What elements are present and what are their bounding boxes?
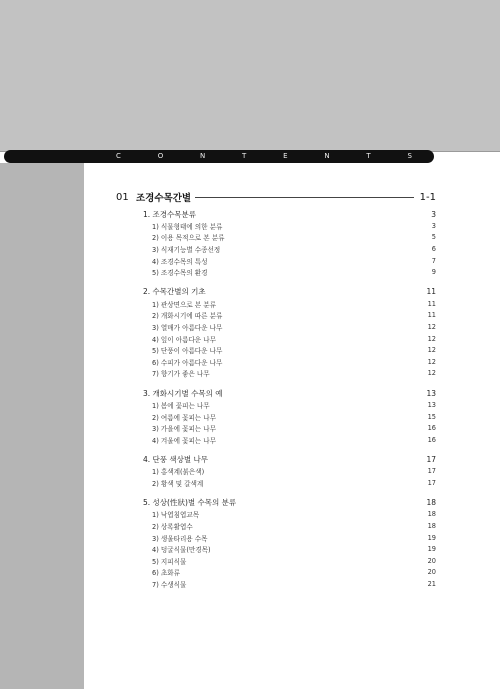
section-heading[interactable] bbox=[143, 454, 436, 466]
chapter-number: 01 bbox=[116, 191, 129, 203]
toc-item[interactable] bbox=[143, 411, 436, 423]
chapter-title: 조경수목간별 bbox=[136, 193, 192, 204]
section-heading[interactable] bbox=[143, 208, 436, 220]
chapter-page: 1-1 bbox=[419, 191, 436, 203]
toc-item[interactable] bbox=[143, 543, 436, 555]
item-title: 6) 수피가 아름다운 나무 bbox=[152, 358, 223, 367]
toc-section bbox=[143, 286, 436, 379]
item-page: 17 bbox=[427, 467, 436, 476]
item-title: 3) 열매가 아름다운 나무 bbox=[152, 323, 223, 332]
toc-item[interactable] bbox=[143, 578, 436, 590]
toc-item[interactable] bbox=[143, 298, 436, 310]
contents-banner bbox=[4, 150, 434, 163]
section-heading[interactable] bbox=[143, 387, 436, 399]
item-page: 20 bbox=[427, 568, 436, 577]
item-title: 2) 개화시기에 따른 분류 bbox=[152, 312, 223, 321]
toc-item[interactable] bbox=[143, 333, 436, 345]
toc-section bbox=[143, 208, 436, 278]
sections-list bbox=[116, 208, 436, 590]
item-page: 16 bbox=[427, 435, 436, 444]
table-of-contents bbox=[116, 190, 436, 590]
item-page: 19 bbox=[427, 533, 436, 542]
section-title: 2. 수목간별의 기초 bbox=[143, 287, 206, 297]
toc-item[interactable] bbox=[143, 555, 436, 567]
item-page: 3 bbox=[431, 221, 436, 230]
section-title: 5. 성상(性狀)별 수목의 분류 bbox=[143, 498, 237, 508]
item-page: 9 bbox=[431, 268, 436, 277]
contents-letter: O bbox=[157, 152, 164, 160]
item-page: 20 bbox=[427, 556, 436, 565]
section-page: 11 bbox=[426, 287, 436, 297]
toc-item[interactable] bbox=[143, 266, 436, 278]
item-title: 4) 조경수목의 특성 bbox=[152, 257, 208, 266]
item-page: 12 bbox=[427, 357, 436, 366]
item-title: 1) 봄에 꽃피는 나무 bbox=[152, 401, 210, 410]
toc-item[interactable] bbox=[143, 520, 436, 532]
toc-item[interactable] bbox=[143, 477, 436, 489]
item-page: 6 bbox=[431, 244, 436, 253]
toc-item[interactable] bbox=[143, 220, 436, 232]
item-title: 6) 초화류 bbox=[152, 569, 180, 578]
section-heading[interactable] bbox=[143, 497, 436, 509]
item-page: 18 bbox=[427, 510, 436, 519]
toc-item[interactable] bbox=[143, 466, 436, 478]
section-heading[interactable] bbox=[143, 286, 436, 298]
item-title: 5) 단풍이 아름다운 나무 bbox=[152, 347, 223, 356]
item-title: 1) 관상면으로 본 분류 bbox=[152, 300, 217, 309]
section-title: 3. 개화시기별 수목의 예 bbox=[143, 388, 223, 398]
chapter-heading bbox=[116, 190, 436, 204]
item-page: 21 bbox=[427, 580, 436, 589]
section-title: 4. 단풍 색상별 나무 bbox=[143, 455, 209, 464]
item-title: 5) 조경수목의 환경 bbox=[152, 269, 208, 278]
item-page: 11 bbox=[427, 299, 436, 308]
contents-letter: T bbox=[242, 152, 247, 160]
item-title: 2) 이용 목적으로 본 분류 bbox=[152, 234, 225, 243]
toc-item[interactable] bbox=[143, 567, 436, 579]
item-title: 1) 낙엽침엽교목 bbox=[152, 511, 200, 520]
item-title: 7) 수생식물 bbox=[152, 581, 187, 590]
item-title: 4) 잎이 아름다운 나무 bbox=[152, 335, 217, 344]
chapter-rule bbox=[195, 197, 414, 198]
item-title: 5) 지피식물 bbox=[152, 557, 187, 566]
item-title: 1) 식물형태에 의한 분류 bbox=[152, 222, 223, 231]
item-title: 3) 가을에 꽃피는 나무 bbox=[152, 425, 217, 434]
section-page: 3 bbox=[431, 209, 436, 219]
header-background bbox=[0, 0, 500, 152]
toc-item[interactable] bbox=[143, 434, 436, 446]
toc-item[interactable] bbox=[143, 532, 436, 544]
section-page: 18 bbox=[426, 498, 436, 508]
item-title: 4) 덩굴식물(만경목) bbox=[152, 546, 211, 555]
item-page: 12 bbox=[427, 334, 436, 343]
contents-letter: T bbox=[366, 152, 371, 160]
contents-letter: E bbox=[283, 152, 288, 160]
contents-letter: N bbox=[324, 152, 330, 160]
toc-item[interactable] bbox=[143, 509, 436, 521]
item-title: 2) 여름에 꽃피는 나무 bbox=[152, 413, 217, 422]
contents-letter: C bbox=[116, 152, 121, 160]
item-title: 1) 홍색계(붉은색) bbox=[152, 468, 205, 477]
item-title: 2) 상록활엽수 bbox=[152, 523, 193, 532]
toc-item[interactable] bbox=[143, 310, 436, 322]
toc-item[interactable] bbox=[143, 399, 436, 411]
item-title: 2) 황색 및 갈색계 bbox=[152, 479, 204, 488]
contents-letter: S bbox=[407, 152, 412, 160]
item-page: 7 bbox=[431, 256, 436, 265]
item-page: 19 bbox=[427, 545, 436, 554]
item-title: 7) 향기가 좋은 나무 bbox=[152, 370, 210, 379]
section-page: 13 bbox=[426, 388, 436, 398]
toc-item[interactable] bbox=[143, 368, 436, 380]
left-margin-strip bbox=[0, 163, 84, 689]
toc-item[interactable] bbox=[143, 232, 436, 244]
item-page: 5 bbox=[431, 233, 436, 242]
item-page: 18 bbox=[427, 522, 436, 531]
item-page: 12 bbox=[427, 346, 436, 355]
item-page: 12 bbox=[427, 322, 436, 331]
item-page: 13 bbox=[427, 400, 436, 409]
toc-item[interactable] bbox=[143, 344, 436, 356]
item-title: 3) 식재기능별 수종선정 bbox=[152, 245, 221, 254]
item-page: 16 bbox=[427, 424, 436, 433]
toc-item[interactable] bbox=[143, 243, 436, 255]
item-page: 17 bbox=[427, 478, 436, 487]
item-title: 3) 생울타리용 수목 bbox=[152, 534, 208, 543]
section-title: 1. 조경수목분류 bbox=[143, 209, 197, 219]
item-page: 12 bbox=[427, 369, 436, 378]
item-title: 4) 겨울에 꽃피는 나무 bbox=[152, 436, 217, 445]
toc-item[interactable] bbox=[143, 321, 436, 333]
item-page: 15 bbox=[427, 412, 436, 421]
toc-item[interactable] bbox=[143, 255, 436, 267]
contents-letter: N bbox=[200, 152, 206, 160]
item-page: 11 bbox=[427, 311, 436, 320]
toc-section bbox=[143, 454, 436, 489]
toc-section bbox=[143, 387, 436, 445]
toc-section bbox=[143, 497, 436, 590]
section-page: 17 bbox=[426, 455, 436, 464]
toc-item[interactable] bbox=[143, 422, 436, 434]
toc-item[interactable] bbox=[143, 356, 436, 368]
